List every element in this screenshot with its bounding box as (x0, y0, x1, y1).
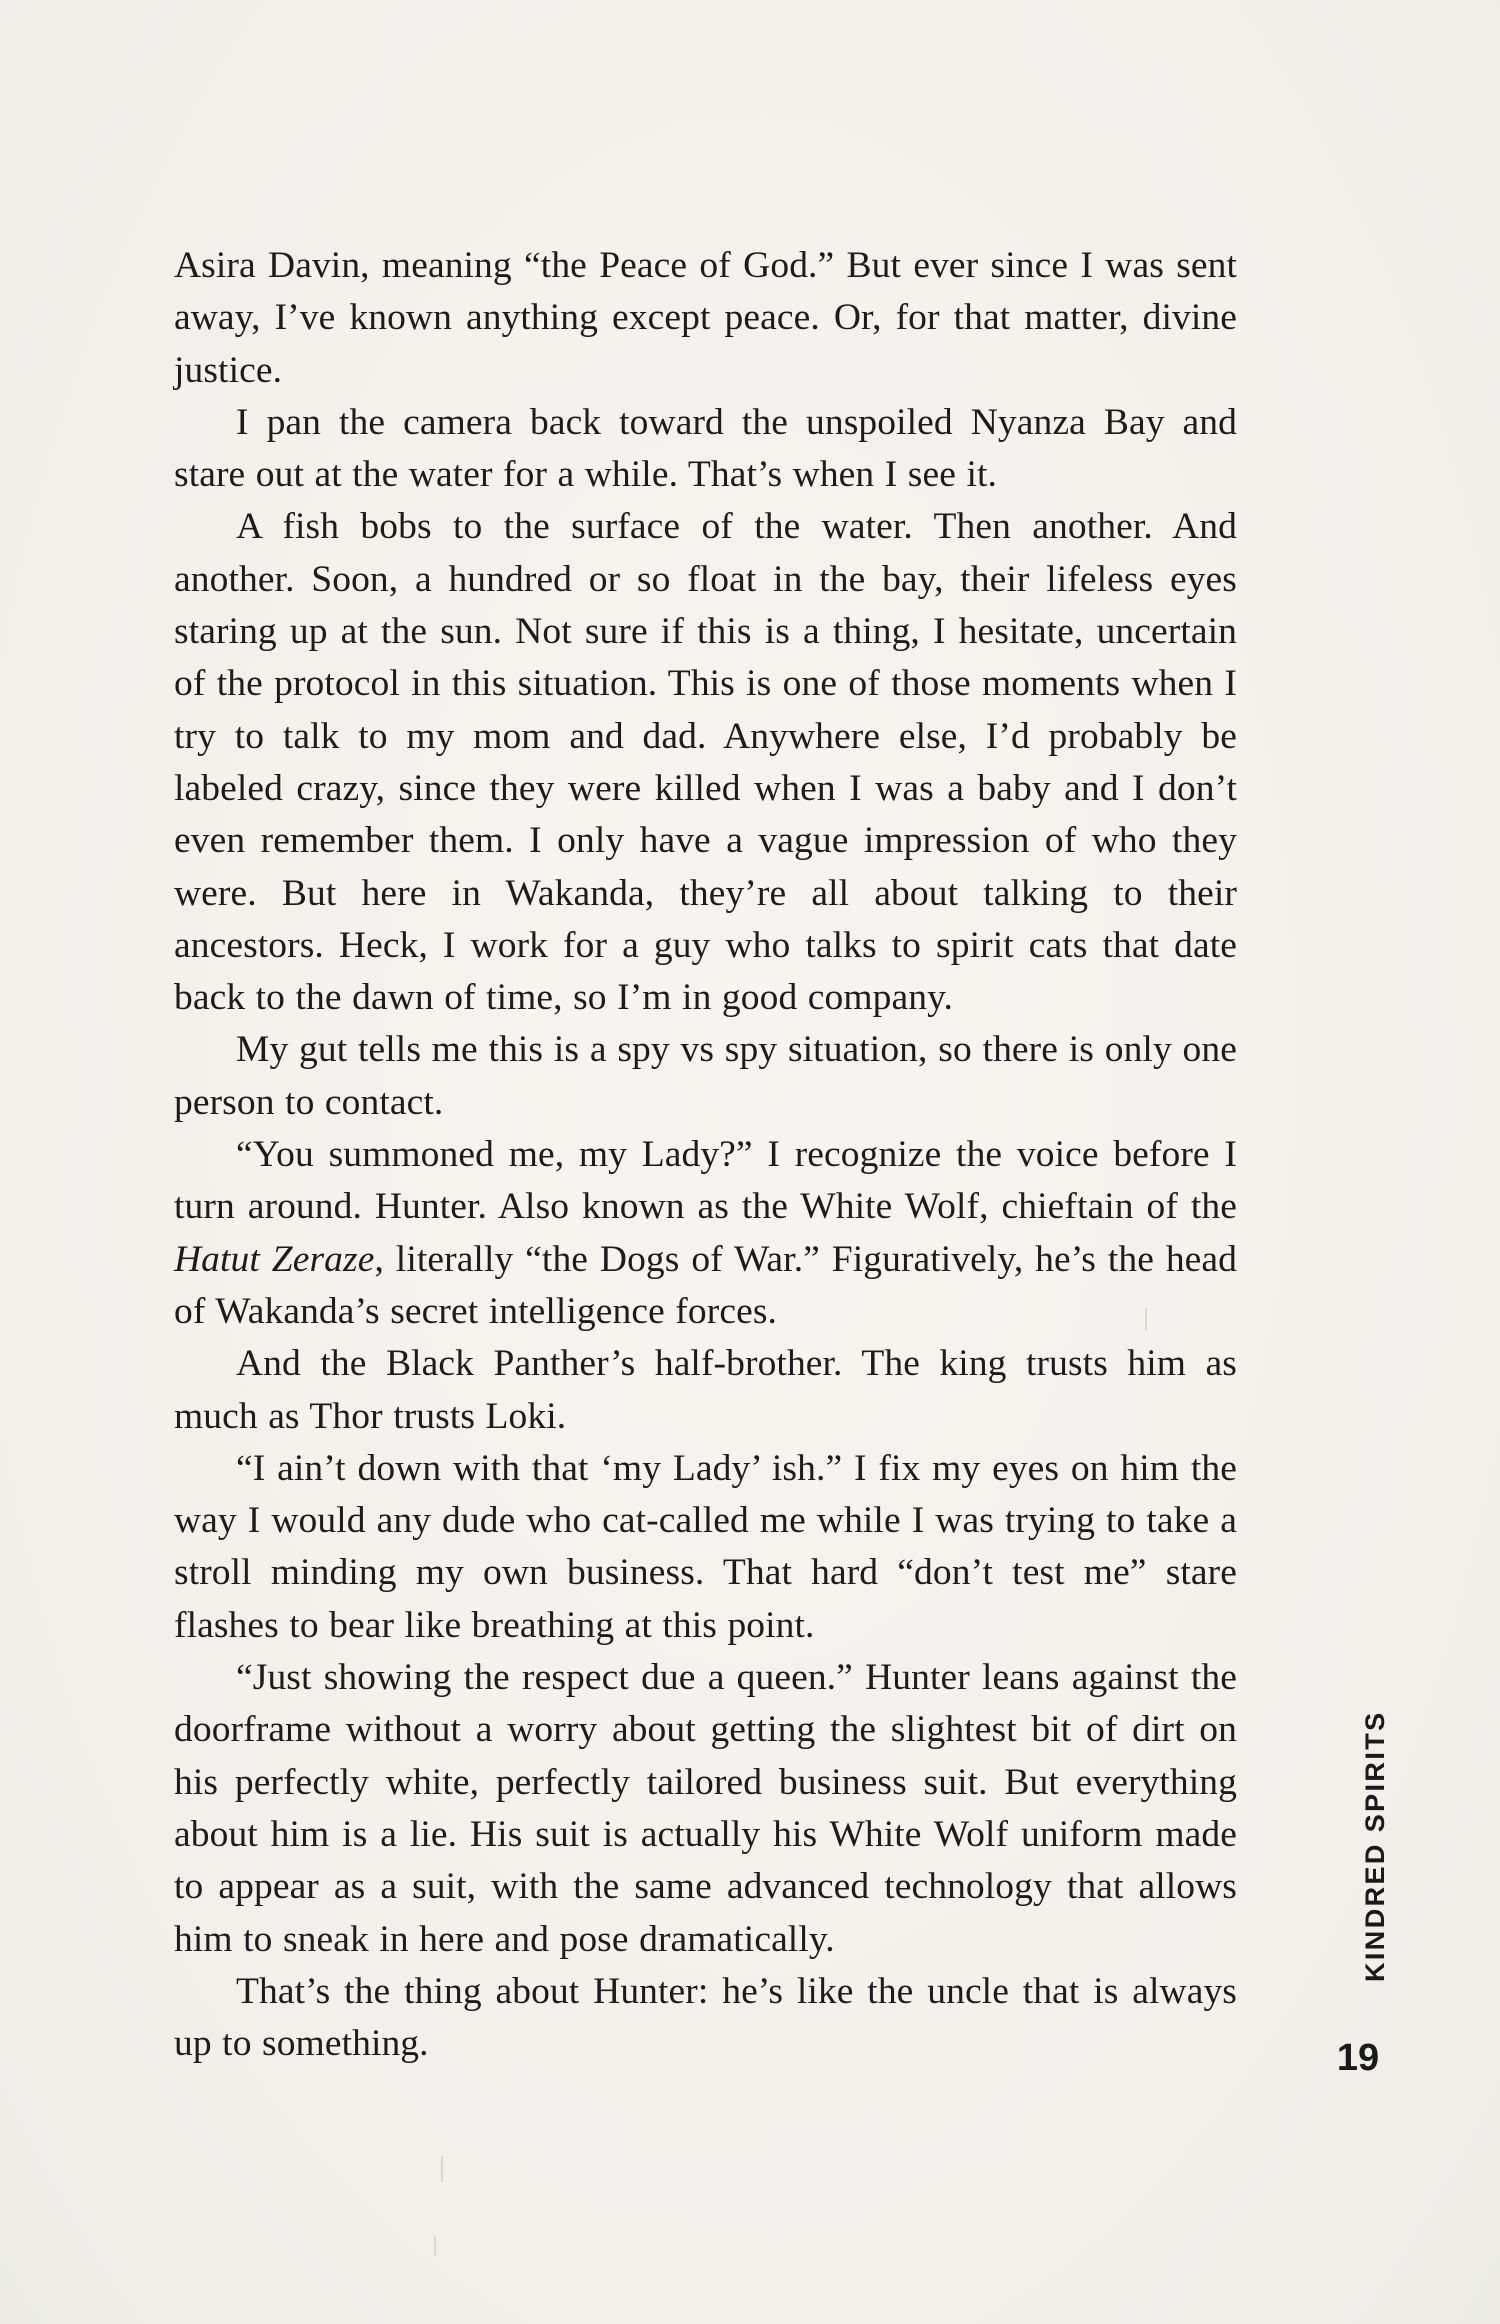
paragraph: “You summoned me, my Lady?” I recognize the voice before I turn around. Hunter. Also known as the White Wolf, chieftain of the Hatut Zeraze, literally “the Dogs of War.” Figuratively, he’s the head of Wakanda’s secret intelligence forces. (174, 1134, 1238, 1332)
page-number: 19 (1336, 2037, 1380, 2079)
paragraph: A fish bobs to the surface of the water. Then another. And another. Soon, a hundred or so float in the bay, their lifeless eyes staring up at the sun. Not sure if this is a thing, I hesitate, uncertain of the protocol in this situation. This is one of those moments when I try to talk to my mom and dad. Anywhere else, I’d probably be labeled crazy, since they were killed when I was a baby and I don’t even remember them. I only have a vague impression of who they were. But here in Wakanda, they’re all about talking to their ancestors. Heck, I work for a guy who talks to spirit cats that date back to the dawn of time, so I’m in good company. (174, 506, 1237, 1019)
paragraph: Asira Davin, meaning “the Peace of God.” But ever since I was sent away, I’ve known anything except peace. Or, for that matter, divine justice. (174, 245, 1237, 391)
paragraph: I pan the camera back toward the unspoiled Nyanza Bay and stare out at the water for a while. That’s when I see it. (174, 401, 1237, 496)
italic-term: Hatut Zeraze (174, 1238, 375, 1280)
body-text (174, 240, 1237, 2070)
paragraph: That’s the thing about Hunter: he’s like the uncle that is always up to something. (174, 1970, 1237, 2065)
paper-speck (1145, 1308, 1147, 1330)
running-title: KINDRED SPIRITS (1360, 1710, 1390, 1982)
paragraph: And the Black Panther’s half-brother. The king trusts him as much as Thor trusts Loki. (174, 1343, 1237, 1437)
paragraph: My gut tells me this is a spy vs spy situation, so there is only one person to contact. (174, 1029, 1237, 1123)
paper-speck (434, 2236, 436, 2256)
paragraph: “Just showing the respect due a queen.” Hunter leans against the doorframe without a worry about getting the slightest bit of dirt on his perfectly white, perfectly tailored business suit. But everything about him is a lie. His suit is actually his White Wolf uniform made to appear as a suit, with the same advanced technology that allows him to sneak in here and pose dramatically. (174, 1657, 1237, 1960)
paragraph: “I ain’t down with that ‘my Lady’ ish.” I fix my eyes on him the way I would any dude who cat-called me while I was trying to take a stroll minding my own business. That hard “don’t test me” stare flashes to bear like breathing at this point. (174, 1447, 1237, 1646)
paper-speck (441, 2156, 443, 2182)
